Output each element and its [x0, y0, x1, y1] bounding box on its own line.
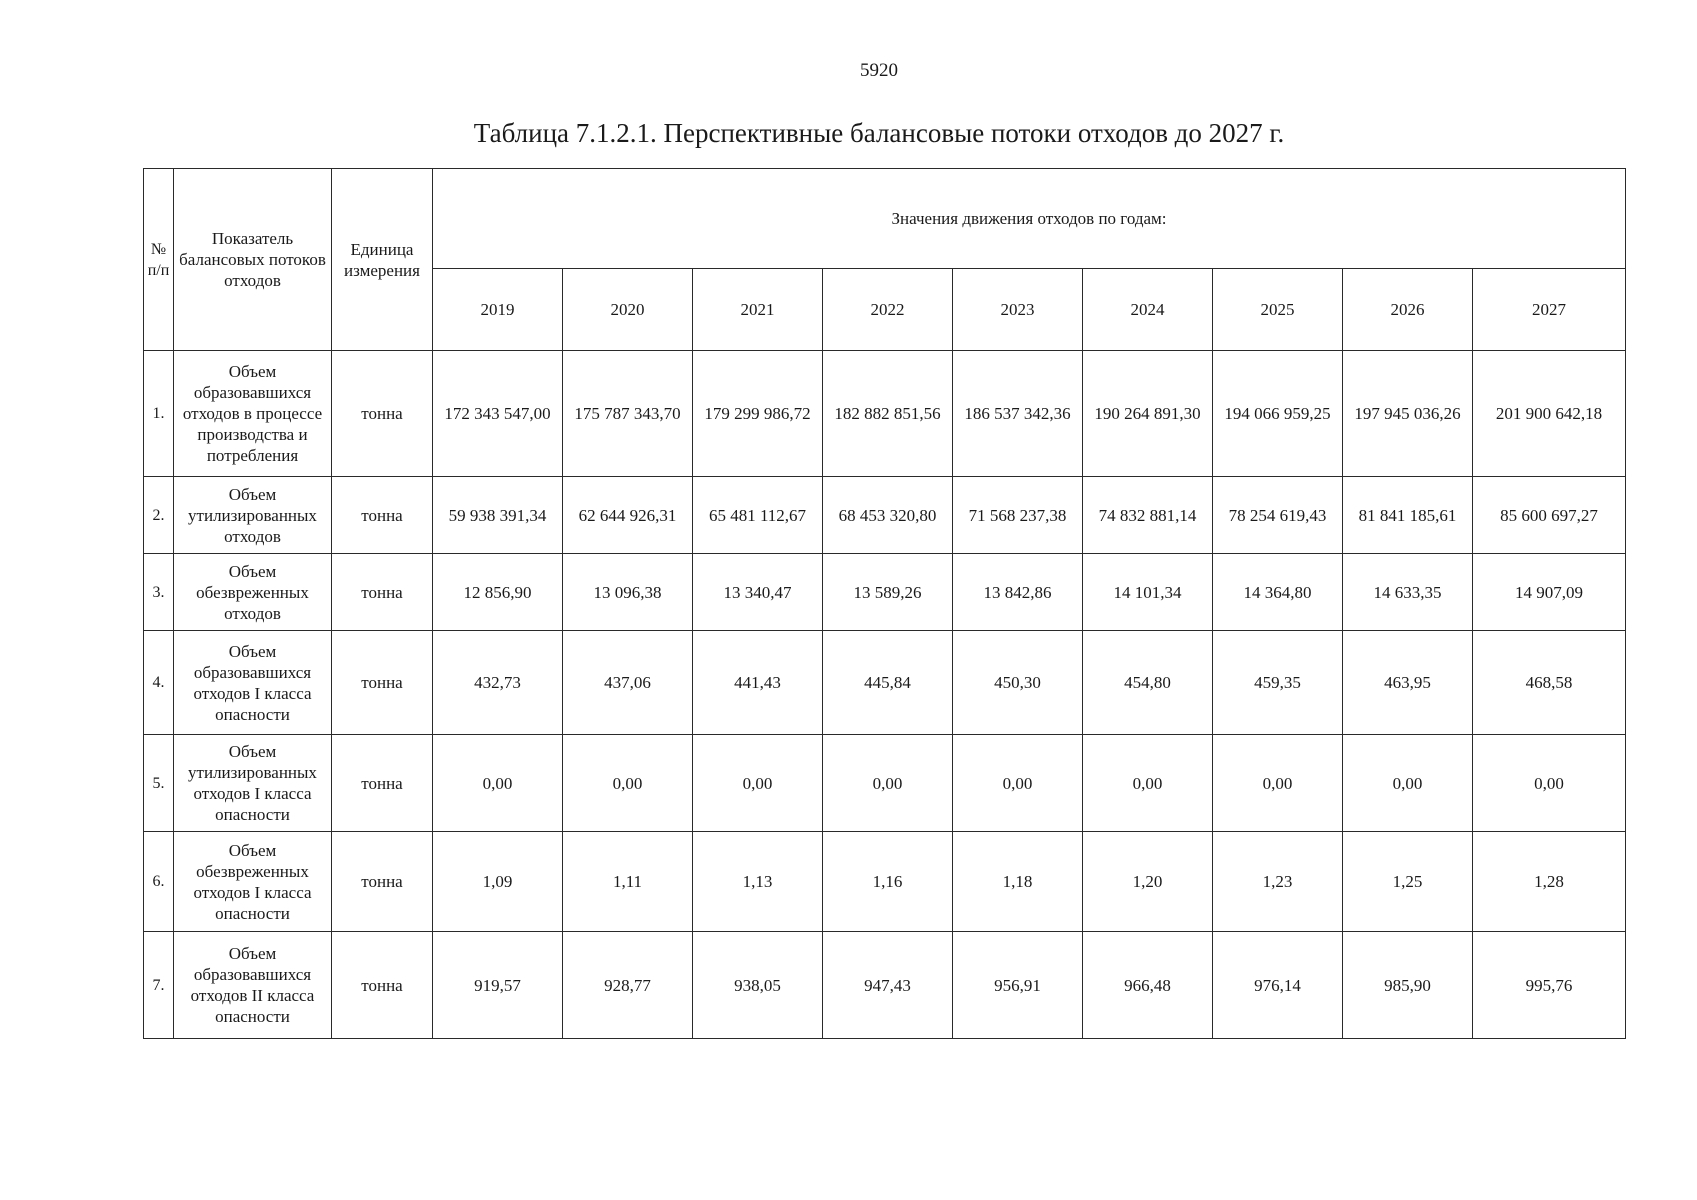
table-row [144, 631, 1626, 735]
row-value: 186 537 342,36 [953, 351, 1083, 477]
header-year: 2023 [953, 269, 1083, 351]
table-row [144, 832, 1626, 932]
row-indicator: Объем утилизированных отходов I класса опасности [174, 735, 332, 832]
row-value: 14 907,09 [1473, 554, 1626, 631]
table-row [144, 351, 1626, 477]
row-number: 7. [144, 932, 174, 1039]
header-indicator: Показатель балансовых потоков отходов [174, 169, 332, 351]
row-value: 1,23 [1213, 832, 1343, 932]
row-value: 62 644 926,31 [563, 477, 693, 554]
row-number: 4. [144, 631, 174, 735]
header-year: 2025 [1213, 269, 1343, 351]
row-indicator: Объем образовавшихся отходов в процессе производства и потребления [174, 351, 332, 477]
row-value: 966,48 [1083, 932, 1213, 1039]
row-value: 68 453 320,80 [823, 477, 953, 554]
header-year: 2020 [563, 269, 693, 351]
row-value: 201 900 642,18 [1473, 351, 1626, 477]
row-value: 0,00 [433, 735, 563, 832]
row-value: 65 481 112,67 [693, 477, 823, 554]
row-value: 0,00 [823, 735, 953, 832]
row-value: 13 340,47 [693, 554, 823, 631]
row-value: 947,43 [823, 932, 953, 1039]
row-unit: тонна [332, 735, 433, 832]
row-indicator: Объем образовавшихся отходов II класса опасности [174, 932, 332, 1039]
row-value: 0,00 [1343, 735, 1473, 832]
row-value: 432,73 [433, 631, 563, 735]
row-value: 1,13 [693, 832, 823, 932]
row-number: 1. [144, 351, 174, 477]
row-value: 14 101,34 [1083, 554, 1213, 631]
row-indicator: Объем обезвреженных отходов [174, 554, 332, 631]
row-value: 437,06 [563, 631, 693, 735]
row-value: 463,95 [1343, 631, 1473, 735]
header-year: 2022 [823, 269, 953, 351]
row-unit: тонна [332, 477, 433, 554]
row-value: 81 841 185,61 [1343, 477, 1473, 554]
row-unit: тонна [332, 631, 433, 735]
row-value: 14 633,35 [1343, 554, 1473, 631]
row-unit: тонна [332, 932, 433, 1039]
header-year: 2027 [1473, 269, 1626, 351]
row-value: 1,11 [563, 832, 693, 932]
row-unit: тонна [332, 351, 433, 477]
row-value: 445,84 [823, 631, 953, 735]
row-value: 182 882 851,56 [823, 351, 953, 477]
row-value: 14 364,80 [1213, 554, 1343, 631]
row-value: 1,28 [1473, 832, 1626, 932]
table-row [144, 735, 1626, 832]
row-value: 1,20 [1083, 832, 1213, 932]
row-value: 78 254 619,43 [1213, 477, 1343, 554]
table-row [144, 932, 1626, 1039]
row-value: 976,14 [1213, 932, 1343, 1039]
row-indicator: Объем образовавшихся отходов I класса опасности [174, 631, 332, 735]
row-value: 1,25 [1343, 832, 1473, 932]
row-value: 74 832 881,14 [1083, 477, 1213, 554]
row-value: 985,90 [1343, 932, 1473, 1039]
row-number: 3. [144, 554, 174, 631]
row-value: 0,00 [1473, 735, 1626, 832]
row-value: 179 299 986,72 [693, 351, 823, 477]
row-value: 995,76 [1473, 932, 1626, 1039]
row-value: 59 938 391,34 [433, 477, 563, 554]
row-value: 468,58 [1473, 631, 1626, 735]
row-value: 459,35 [1213, 631, 1343, 735]
table-row [144, 554, 1626, 631]
row-value: 1,09 [433, 832, 563, 932]
row-value: 175 787 343,70 [563, 351, 693, 477]
row-value: 13 589,26 [823, 554, 953, 631]
row-value: 190 264 891,30 [1083, 351, 1213, 477]
row-value: 0,00 [953, 735, 1083, 832]
row-value: 194 066 959,25 [1213, 351, 1343, 477]
row-value: 13 096,38 [563, 554, 693, 631]
row-indicator: Объем обезвреженных отходов I класса опасности [174, 832, 332, 932]
row-number: 5. [144, 735, 174, 832]
row-value: 956,91 [953, 932, 1083, 1039]
row-value: 0,00 [1083, 735, 1213, 832]
row-value: 0,00 [693, 735, 823, 832]
row-number: 6. [144, 832, 174, 932]
header-row [144, 169, 1626, 269]
waste-balance-table [143, 168, 1626, 1039]
row-value: 12 856,90 [433, 554, 563, 631]
header-values-group: Значения движения отходов по годам: [433, 169, 1626, 269]
row-value: 919,57 [433, 932, 563, 1039]
header-year: 2026 [1343, 269, 1473, 351]
page-number: 5920 [860, 60, 898, 81]
header-unit: Единица измерения [332, 169, 433, 351]
row-value: 928,77 [563, 932, 693, 1039]
row-value: 71 568 237,38 [953, 477, 1083, 554]
table-row [144, 477, 1626, 554]
header-year: 2021 [693, 269, 823, 351]
row-value: 441,43 [693, 631, 823, 735]
row-number: 2. [144, 477, 174, 554]
row-value: 0,00 [563, 735, 693, 832]
header-num: № п/п [144, 169, 174, 351]
row-value: 450,30 [953, 631, 1083, 735]
row-value: 197 945 036,26 [1343, 351, 1473, 477]
header-year: 2019 [433, 269, 563, 351]
row-value: 1,16 [823, 832, 953, 932]
row-value: 938,05 [693, 932, 823, 1039]
row-unit: тонна [332, 832, 433, 932]
header-year: 2024 [1083, 269, 1213, 351]
row-value: 85 600 697,27 [1473, 477, 1626, 554]
row-value: 172 343 547,00 [433, 351, 563, 477]
row-value: 454,80 [1083, 631, 1213, 735]
row-value: 13 842,86 [953, 554, 1083, 631]
row-unit: тонна [332, 554, 433, 631]
row-value: 0,00 [1213, 735, 1343, 832]
row-indicator: Объем утилизированных отходов [174, 477, 332, 554]
row-value: 1,18 [953, 832, 1083, 932]
table-title: Таблица 7.1.2.1. Перспективные балансовые потоки отходов до 2027 г. [473, 118, 1285, 148]
